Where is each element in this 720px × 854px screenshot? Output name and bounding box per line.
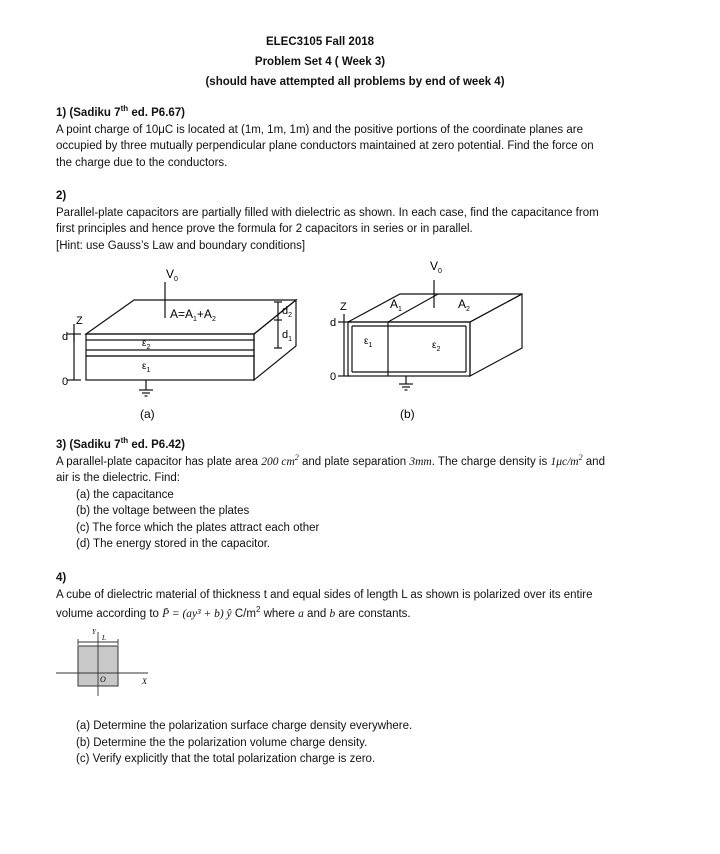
q2-line-2: first principles and hence prove the formula for 2 capacitors in series or in parallel. — [56, 223, 473, 235]
q2-line-1: Parallel-plate capacitors are partially filled with dielectric as shown. In each case, find the capacitance from — [56, 206, 599, 219]
q3-item-c: (c) The force which the plates attract each other — [76, 521, 320, 534]
q4-item-b: (b) Determine the the polarization volume charge density. — [76, 736, 368, 749]
fig-a-area-label: $A=A_1+A_2$ — [170, 307, 216, 323]
q3-line-2: air is the dielectric. Find: — [56, 472, 180, 484]
fig-a-d2-label: $d_2$ — [282, 305, 293, 319]
figure-cube — [52, 626, 162, 706]
cube-o-label: O — [100, 675, 106, 684]
q1-line-2: occupied by three mutually perpendicular plane conductors maintained at zero potential. Find the force on — [56, 140, 594, 152]
fig-a-zero-label: 0 — [62, 376, 69, 388]
fig-b-eps1-label: $\varepsilon_1$ — [364, 336, 373, 349]
question-1 — [56, 105, 666, 171]
cube-x-label: X — [142, 677, 147, 686]
header — [0, 32, 720, 92]
fig-b-caption: (b) — [400, 407, 415, 421]
q3-item-b: (b) the voltage between the plates — [76, 505, 250, 517]
q3-item-d: (d) The energy stored in the capacitor. — [76, 538, 271, 550]
fig-b-a1-label: $A_1$ — [390, 297, 402, 313]
q4-title: 4) — [56, 572, 67, 584]
q3-line-1: A parallel-plate capacitor has plate area 200 $cm^2$ and plate separation 3mm. The charge density is $1\mu c/m^2$ and — [56, 452, 605, 468]
fig-b-zero-label: 0 — [330, 371, 337, 383]
q3-item-a: (a) the capacitance — [76, 488, 174, 501]
q4-item-c: (c) Verify explicitly that the total polarization charge is zero. — [76, 753, 376, 765]
q1-line-1: A point charge of 10μC is located at (1m, 1m, 1m) and the positive portions of the coordinate planes are — [56, 123, 583, 136]
fig-a-v0-label: $V_0$ — [166, 267, 178, 283]
question-4 — [56, 570, 666, 623]
question-4-parts — [56, 718, 666, 768]
figure-b — [320, 256, 540, 432]
question-3 — [56, 437, 666, 553]
q2-title: 2) — [56, 190, 67, 202]
problem-set-title: Problem Set 4 ( Week 3) — [254, 56, 386, 68]
header-note: (should have attempted all problems by end of week 4) — [205, 76, 505, 88]
fig-a-d-label: d — [62, 331, 69, 343]
fig-a-caption: (a) — [140, 407, 155, 421]
q1-line-3: the charge due to the conductors. — [56, 156, 228, 169]
fig-b-d-label: d — [330, 317, 337, 329]
q4-line-2: volume according to P̄ = (ay³ + b) ŷ $C/m^2$ where a and b are constants. — [56, 605, 411, 620]
q4-item-a: (a) Determine the polarization surface charge density everywhere. — [76, 720, 413, 732]
q2-line-3: [Hint: use Gauss’s Law and boundary conditions] — [56, 239, 306, 252]
figure-a — [50, 262, 310, 432]
q4-line-1: A cube of dielectric material of thickness t and equal sides of length L as shown is polarized over its entire — [56, 588, 593, 601]
cube-y-label: Y — [92, 628, 96, 636]
course-title: ELEC3105 Fall 2018 — [265, 36, 375, 48]
polarization-formula: P̄ = (ay³ + b) ŷ — [162, 608, 232, 620]
fig-a-eps2-label: $\varepsilon_2$ — [142, 338, 151, 351]
q3-title: 3) (Sadiku 7th ed. P6.42) — [56, 436, 186, 451]
question-2 — [56, 188, 666, 254]
fig-b-eps2-label: $\varepsilon_2$ — [432, 340, 441, 353]
cube-l-label: L — [102, 634, 106, 642]
fig-a-eps1-label: $\varepsilon_1$ — [142, 361, 151, 374]
fig-b-a2-label: $A_2$ — [458, 297, 470, 313]
fig-b-z-label: Z — [340, 301, 347, 313]
fig-b-v0-label: $V_0$ — [430, 259, 442, 275]
fig-a-z-label: Z — [76, 315, 83, 327]
q1-title: 1) (Sadiku 7th ed. P6.67) — [56, 104, 186, 119]
fig-a-d1-label: $d_1$ — [282, 329, 293, 343]
